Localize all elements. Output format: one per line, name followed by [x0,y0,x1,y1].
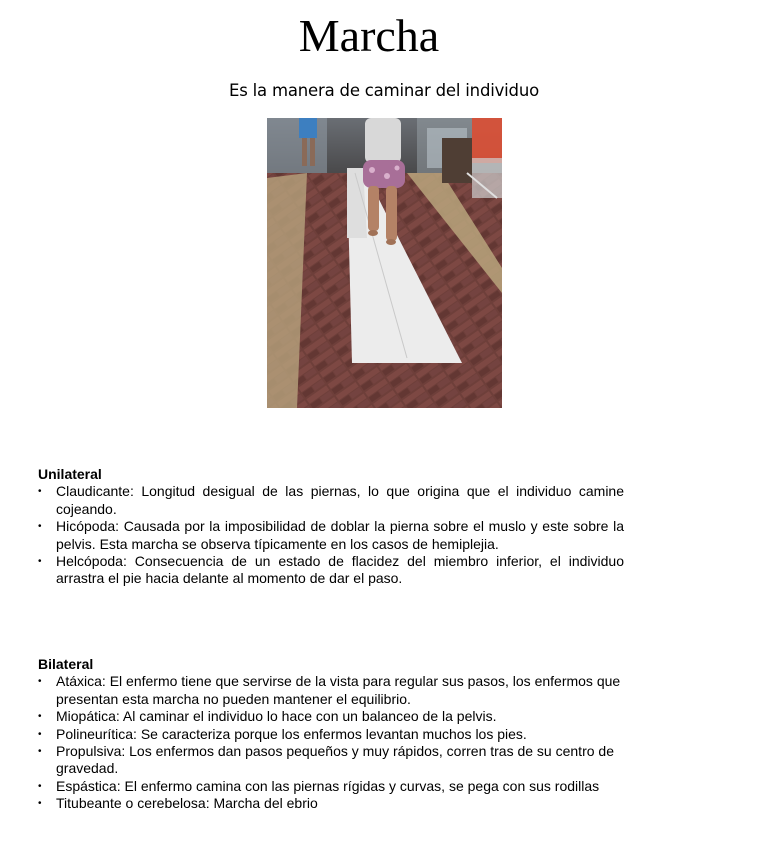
list-item: • Claudicante: Longitud desigual de las piernas, lo que origina que el individuo camine cojeando. [38,483,624,518]
unilateral-heading: Unilateral [38,466,102,482]
list-item: • Propulsiva: Los enfermos dan pasos pequeños y muy rápidos, corren tras de su centro de gravedad. [38,743,624,778]
unilateral-section [38,466,624,588]
list-item: • Miopática: Al caminar el individuo lo hace con un balanceo de la pelvis. [38,708,624,725]
list-item: • Helcópoda: Consecuencia de un estado de flacidez del miembro inferior, el individuo arrastra el pie hacia delante al momento de dar el paso. [38,553,624,588]
list-item: • Atáxica: El enfermo tiene que servirse de la vista para regular sus pasos, los enfermos que presentan esta marcha no pueden mantener el equilibrio. [38,673,624,708]
page-title: Marcha [298,10,440,61]
list-item: • Hicópoda: Causada por la imposibilidad de doblar la pierna sobre el muslo y este sobre la pelvis. Esta marcha se observa típicamente en los casos de hemiplejia. [38,518,624,553]
walking-person-photo [267,118,502,408]
bilateral-list [38,673,624,812]
list-item: • Polineurítica: Se caracteriza porque los enfermos levantan muchos los pies. [38,726,624,743]
bilateral-heading: Bilateral [38,656,94,672]
list-item: • Espástica: El enfermo camina con las piernas rígidas y curvas, se pega con sus rodillas [38,778,624,795]
bilateral-section [38,656,624,813]
page-subtitle: Es la manera de caminar del individuo [229,81,539,100]
unilateral-list [38,483,624,587]
list-item: • Titubeante o cerebelosa: Marcha del ebrio [38,795,624,812]
